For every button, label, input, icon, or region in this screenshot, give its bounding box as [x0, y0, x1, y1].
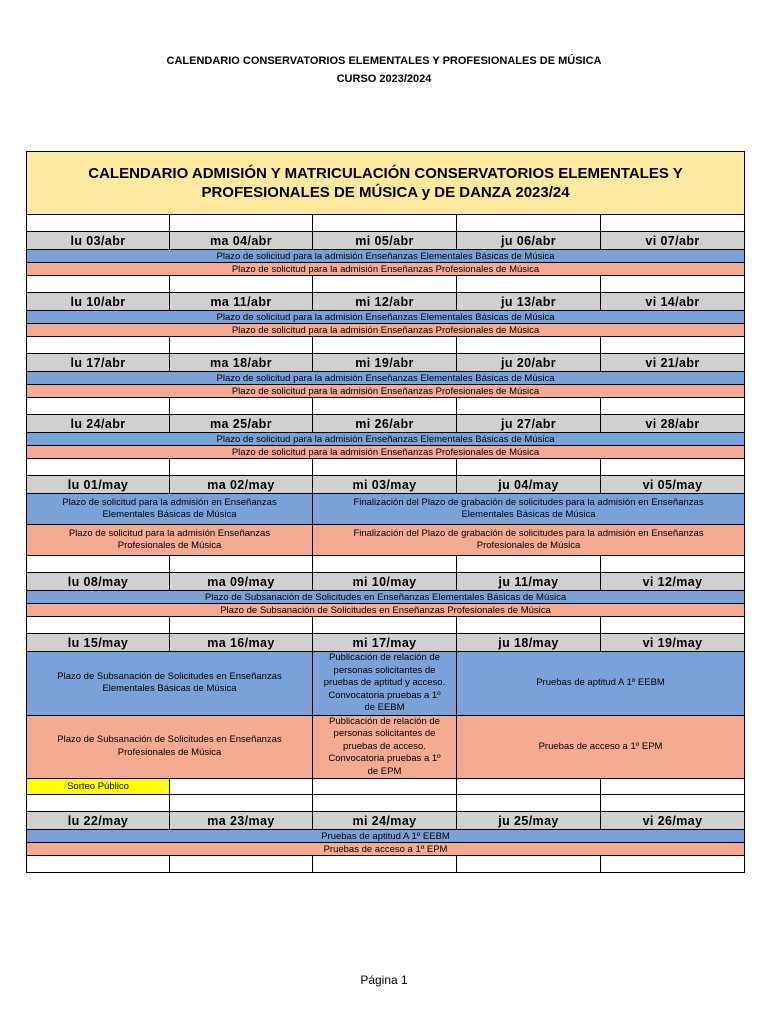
spacer-row	[27, 276, 745, 293]
day-header-row	[27, 573, 745, 591]
epm-row	[27, 843, 745, 856]
spacer-row	[27, 856, 745, 873]
epm-event: Plazo de solicitud para la admisión Enseñanzas Profesionales de Música	[27, 263, 745, 276]
spacer-cell	[313, 779, 457, 795]
day-cell: vi 05/may	[601, 476, 745, 494]
epm-row	[27, 604, 745, 617]
spacer-cell	[601, 459, 745, 476]
day-cell: ju 27/abr	[457, 415, 601, 433]
eebm-event	[27, 652, 313, 716]
event-text-line: Elementales Básicas de Música	[102, 509, 237, 520]
spacer-row	[27, 398, 745, 415]
event-text-line: Elementales Básicas de Música	[102, 683, 237, 695]
spacer-cell	[601, 856, 745, 873]
spacer-cell	[170, 459, 313, 476]
eebm-row	[27, 372, 745, 385]
eebm-row	[27, 652, 745, 716]
calendar-sheet	[26, 151, 744, 873]
event-text-line: Plazo de Subsanación de Solicitudes en Enseñanzas	[57, 670, 282, 682]
spacer-cell	[170, 617, 313, 634]
spacer-cell	[313, 459, 457, 476]
eebm-event: Plazo de Subsanación de Solicitudes en Enseñanzas Elementales Básicas de Música	[27, 591, 745, 604]
epm-event: Plazo de solicitud para la admisión Enseñanzas Profesionales de Música	[27, 324, 745, 337]
spacer-cell	[601, 556, 745, 573]
day-cell: ma 25/abr	[170, 415, 313, 433]
spacer-cell	[27, 856, 170, 873]
event-text-line: Elementales Básicas de Música	[461, 509, 596, 520]
spacer-cell	[170, 795, 313, 812]
day-cell: lu 08/may	[27, 573, 170, 591]
spacer-cell	[27, 795, 170, 812]
spacer-row	[27, 617, 745, 634]
day-header-row	[27, 415, 745, 433]
sorteo-event: Sorteo Público	[27, 779, 170, 795]
epm-event	[27, 715, 313, 779]
day-cell: vi 14/abr	[601, 293, 745, 311]
epm-row	[27, 263, 745, 276]
day-cell: ma 04/abr	[170, 232, 313, 250]
calendar-title-row	[27, 152, 745, 215]
epm-event: Plazo de Subsanación de Solicitudes en Enseñanzas Profesionales de Música	[27, 604, 745, 617]
day-cell: lu 24/abr	[27, 415, 170, 433]
day-cell: ju 04/may	[457, 476, 601, 494]
day-cell: lu 15/may	[27, 634, 170, 652]
event-text-line: personas solicitantes de	[333, 728, 436, 739]
day-cell: mi 03/may	[313, 476, 457, 494]
spacer-cell	[457, 337, 601, 354]
event-text-line: Plazo de solicitud para la admisión Enseñanzas	[68, 528, 271, 539]
day-cell: ma 11/abr	[170, 293, 313, 311]
event-text-line: Finalización del Plazo de grabación de solicitudes para la admisión en Enseñanzas	[353, 528, 704, 539]
day-cell: lu 10/abr	[27, 293, 170, 311]
calendar-title	[27, 152, 745, 215]
day-cell: lu 03/abr	[27, 232, 170, 250]
day-header-row	[27, 232, 745, 250]
sorteo-row	[27, 779, 745, 795]
epm-row	[27, 385, 745, 398]
spacer-cell	[457, 398, 601, 415]
spacer-row	[27, 337, 745, 354]
day-header-row	[27, 293, 745, 311]
spacer-cell	[457, 856, 601, 873]
eebm-publication-event	[313, 652, 457, 716]
calendar-title-line: PROFESIONALES DE MÚSICA y DE DANZA 2023/24	[201, 184, 570, 201]
spacer-cell	[601, 337, 745, 354]
epm-row	[27, 324, 745, 337]
day-cell: ma 18/abr	[170, 354, 313, 372]
document-subheading: CURSO 2023/2024	[336, 73, 432, 85]
spacer-cell	[601, 398, 745, 415]
eebm-event: Plazo de solicitud para la admisión Enseñanzas Elementales Básicas de Música	[27, 372, 745, 385]
event-text-line: Publicación de relación de	[329, 715, 440, 727]
eebm-event: Pruebas de aptitud A 1º EEBM	[27, 830, 745, 843]
calendar-title-line: CALENDARIO ADMISIÓN Y MATRICULACIÓN CONSERVATORIOS ELEMENTALES Y	[88, 165, 683, 182]
day-cell: ju 18/may	[457, 634, 601, 652]
spacer-cell	[170, 779, 313, 795]
day-cell: vi 19/may	[601, 634, 745, 652]
spacer-row	[27, 459, 745, 476]
eebm-row	[27, 591, 745, 604]
spacer-cell	[457, 459, 601, 476]
spacer-cell	[27, 617, 170, 634]
event-text-line: Profesionales de Música	[117, 540, 222, 551]
spacer-cell	[27, 276, 170, 293]
spacer-cell	[457, 795, 601, 812]
epm-row	[27, 715, 745, 779]
spacer-cell	[457, 617, 601, 634]
epm-event: Pruebas de acceso a 1º EPM	[27, 843, 745, 856]
epm-publication-event	[313, 715, 457, 779]
spacer-cell	[27, 215, 170, 232]
spacer-cell	[601, 215, 745, 232]
day-cell: vi 21/abr	[601, 354, 745, 372]
page-number: Página 1	[360, 973, 408, 987]
spacer-cell	[170, 398, 313, 415]
event-text-line: personas solicitantes de	[333, 664, 436, 676]
eebm-event: Pruebas de aptitud A 1º EEBM	[457, 652, 745, 716]
event-text-line: Plazo de Subsanación de Solicitudes en Enseñanzas	[57, 734, 282, 746]
day-cell: ma 16/may	[170, 634, 313, 652]
event-text-line: pruebas de aptitud y acceso.	[323, 677, 446, 688]
spacer-cell	[601, 779, 745, 795]
spacer-row	[27, 215, 745, 232]
epm-event: Plazo de solicitud para la admisión Enseñanzas Profesionales de Música	[27, 385, 745, 398]
day-cell: lu 01/may	[27, 476, 170, 494]
spacer-cell	[457, 556, 601, 573]
eebm-row	[27, 250, 745, 263]
day-cell: lu 17/abr	[27, 354, 170, 372]
event-text-line: Convocatoria pruebas a 1º	[328, 753, 441, 764]
spacer-cell	[457, 779, 601, 795]
day-cell: mi 24/may	[313, 812, 457, 830]
spacer-cell	[170, 337, 313, 354]
day-cell: ma 02/may	[170, 476, 313, 494]
spacer-cell	[313, 276, 457, 293]
event-text-line: Finalización del Plazo de grabación de solicitudes para la admisión en Enseñanzas	[353, 497, 704, 508]
spacer-cell	[313, 856, 457, 873]
day-header-row	[27, 354, 745, 372]
day-cell: ju 11/may	[457, 573, 601, 591]
spacer-cell	[170, 856, 313, 873]
spacer-cell	[601, 276, 745, 293]
day-cell: mi 10/may	[313, 573, 457, 591]
eebm-row	[27, 830, 745, 843]
day-header-row	[27, 634, 745, 652]
eebm-event	[27, 494, 313, 525]
spacer-cell	[170, 215, 313, 232]
day-cell: ju 13/abr	[457, 293, 601, 311]
spacer-cell	[27, 459, 170, 476]
spacer-row	[27, 556, 745, 573]
spacer-cell	[601, 617, 745, 634]
day-header-row	[27, 812, 745, 830]
eebm-row	[27, 433, 745, 446]
epm-event	[313, 525, 745, 556]
event-text-line: Profesionales de Música	[117, 746, 222, 758]
epm-row	[27, 446, 745, 459]
epm-event: Pruebas de acceso a 1º EPM	[457, 715, 745, 779]
day-cell: ju 25/may	[457, 812, 601, 830]
eebm-event	[313, 494, 745, 525]
day-cell: mi 05/abr	[313, 232, 457, 250]
event-text-line: Profesionales de Música	[476, 540, 581, 551]
document-heading: CALENDARIO CONSERVATORIOS ELEMENTALES Y PROFESIONALES DE MÚSICA	[166, 55, 602, 67]
day-cell: mi 17/may	[313, 634, 457, 652]
day-cell: mi 12/abr	[313, 293, 457, 311]
spacer-cell	[313, 617, 457, 634]
event-text-line: pruebas de acceso.	[343, 740, 426, 752]
event-text-line: de EPM	[367, 765, 402, 777]
epm-event	[27, 525, 313, 556]
event-text-line: Publicación de relación de	[329, 652, 440, 663]
spacer-cell	[457, 215, 601, 232]
spacer-cell	[313, 215, 457, 232]
day-cell: mi 26/abr	[313, 415, 457, 433]
day-cell: mi 19/abr	[313, 354, 457, 372]
spacer-row	[27, 795, 745, 812]
spacer-cell	[313, 556, 457, 573]
spacer-cell	[313, 337, 457, 354]
day-cell: ju 06/abr	[457, 232, 601, 250]
eebm-event: Plazo de solicitud para la admisión Enseñanzas Elementales Básicas de Música	[27, 250, 745, 263]
spacer-cell	[170, 276, 313, 293]
spacer-cell	[457, 276, 601, 293]
day-cell: ju 20/abr	[457, 354, 601, 372]
spacer-cell	[170, 556, 313, 573]
spacer-cell	[601, 795, 745, 812]
eebm-event: Plazo de solicitud para la admisión Enseñanzas Elementales Básicas de Música	[27, 311, 745, 324]
eebm-event: Plazo de solicitud para la admisión Enseñanzas Elementales Básicas de Música	[27, 433, 745, 446]
eebm-row	[27, 311, 745, 324]
day-cell: vi 26/may	[601, 812, 745, 830]
day-cell: ma 23/may	[170, 812, 313, 830]
spacer-cell	[27, 337, 170, 354]
epm-event: Plazo de solicitud para la admisión Enseñanzas Profesionales de Música	[27, 446, 745, 459]
epm-row	[27, 525, 745, 556]
calendar-table	[26, 151, 745, 873]
spacer-cell	[27, 398, 170, 415]
day-cell: vi 28/abr	[601, 415, 745, 433]
day-cell: lu 22/may	[27, 812, 170, 830]
event-text-line: de EEBM	[364, 702, 405, 713]
spacer-cell	[27, 556, 170, 573]
day-cell: vi 07/abr	[601, 232, 745, 250]
day-header-row	[27, 476, 745, 494]
eebm-row	[27, 494, 745, 525]
day-cell: vi 12/may	[601, 573, 745, 591]
spacer-cell	[313, 398, 457, 415]
spacer-cell	[313, 795, 457, 812]
day-cell: ma 09/may	[170, 573, 313, 591]
event-text-line: Plazo de solicitud para la admisión en Enseñanzas	[62, 497, 277, 508]
event-text-line: Convocatoria pruebas a 1º	[328, 689, 441, 701]
